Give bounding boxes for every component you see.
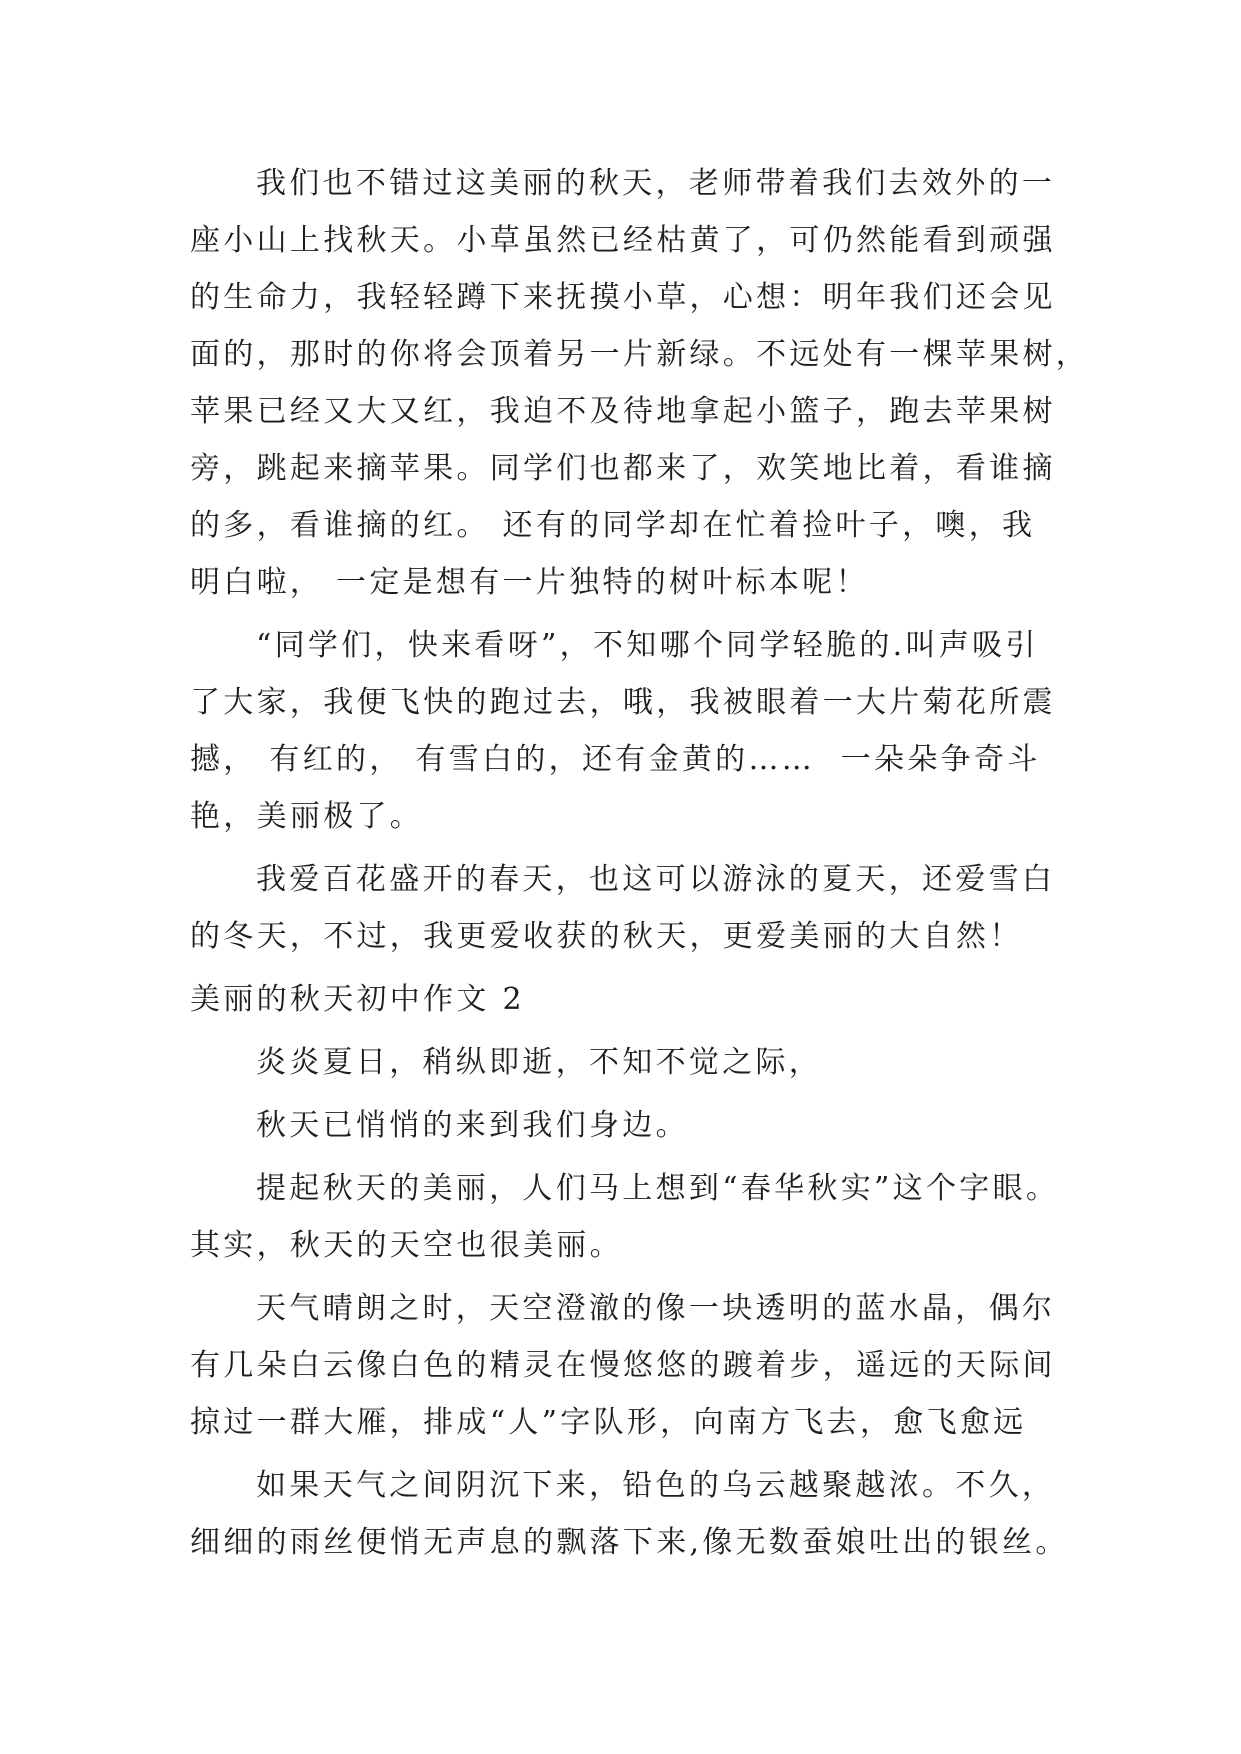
text-line: 明白啦， 一定是想有一片独特的树叶标本呢！ <box>190 565 869 600</box>
paragraph <box>190 155 1090 611</box>
paragraph <box>190 1457 1070 1571</box>
section-heading: 美丽的秋天初中作文 2 <box>190 982 525 1017</box>
document-body <box>190 155 1090 1577</box>
paragraph <box>190 1280 1070 1451</box>
text-line: 面的，那时的你将会顶着另一片新绿。不远处有一棵苹果树， <box>190 337 1090 372</box>
text-line: 秋天已悄悄的来到我们身边。 <box>256 1108 689 1143</box>
paragraph <box>190 617 1070 845</box>
paragraph <box>190 1160 1070 1274</box>
text-line: 的冬天，不过，我更爱收获的秋天，更爱美丽的大自然！ <box>190 919 1023 954</box>
text-line: 的多，看谁摘的红。 还有的同学却在忙着捡叶子，噢，我 <box>190 508 1036 543</box>
text-line: 细细的雨丝便悄无声息的飘落下来,像无数蚕娘吐出的银丝。 <box>190 1525 1069 1560</box>
text-line: 有几朵白云像白色的精灵在慢悠悠的踱着步，遥远的天际间 <box>190 1348 1056 1383</box>
text-line: 座小山上找秋天。小草虽然已经枯黄了，可仍然能看到顽强 <box>190 223 1056 258</box>
text-line: 如果天气之间阴沉下来，铅色的乌云越聚越浓。不久， <box>256 1468 1056 1503</box>
text-line: 我们也不错过这美丽的秋天，老师带着我们去效外的一 <box>256 166 1056 201</box>
text-line: “同学们，快来看呀”，不知哪个同学轻脆的.叫声吸引 <box>256 628 1039 663</box>
text-line: 的生命力，我轻轻蹲下来抚摸小草，心想：明年我们还会见 <box>190 280 1056 315</box>
text-line: 提起秋天的美丽，人们马上想到“春华秋实”这个字眼。 <box>256 1171 1060 1206</box>
text-line: 我爱百花盛开的春天，也这可以游泳的夏天，还爱雪白 <box>256 862 1056 897</box>
text-line: 掠过一群大雁，排成“人”字队形，向南方飞去，愈飞愈远 <box>190 1405 1027 1440</box>
text-line: 炎炎夏日，稍纵即逝，不知不觉之际， <box>256 1045 823 1080</box>
text-line: 天气晴朗之时，天空澄澈的像一块透明的蓝水晶，偶尔 <box>256 1291 1056 1326</box>
paragraph <box>190 1034 1070 1091</box>
text-line: 了大家，我便飞快的跑过去，哦，我被眼着一大片菊花所震 <box>190 685 1056 720</box>
text-line: 艳，美丽极了。 <box>190 799 424 834</box>
text-line: 撼， 有红的， 有雪白的，还有金黄的…… 一朵朵争奇斗 <box>190 742 1041 777</box>
text-line: 其实，秋天的天空也很美丽。 <box>190 1228 623 1263</box>
paragraph <box>190 851 1070 965</box>
paragraph <box>190 1097 1070 1154</box>
text-line: 旁，跳起来摘苹果。同学们也都来了，欢笑地比着，看谁摘 <box>190 451 1056 486</box>
text-line: 苹果已经又大又红，我迫不及待地拿起小篮子，跑去苹果树 <box>190 394 1056 429</box>
